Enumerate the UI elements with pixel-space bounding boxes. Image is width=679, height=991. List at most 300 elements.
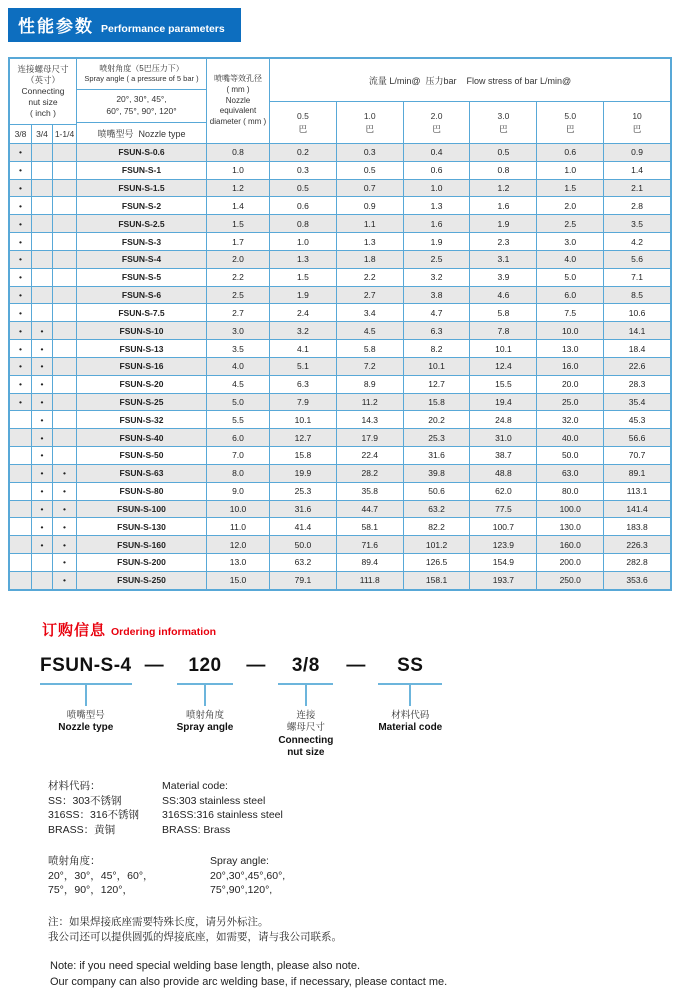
diameter-cell: 2.7 xyxy=(207,304,270,321)
table-row xyxy=(10,303,670,321)
code-part-label-en xyxy=(278,735,333,759)
flow-value-cell: 111.8 xyxy=(337,572,404,589)
flow-value-cell: 1.0 xyxy=(270,233,337,250)
diameter-cell: 1.2 xyxy=(207,180,270,197)
nut-size-dot-cell xyxy=(10,554,32,571)
nut-size-dot-cell: • xyxy=(32,411,53,428)
nozzle-model-cell: FSUN-S-32 xyxy=(77,411,207,428)
flow-value-cell: 0.9 xyxy=(631,147,643,158)
flow-value-cell: 18.4 xyxy=(628,343,646,354)
flow-value-cell: 160.0 xyxy=(537,536,604,553)
nut-size-dot-cell xyxy=(10,572,32,589)
nut-size-dot-cell: • xyxy=(32,483,53,500)
table-row xyxy=(10,535,670,553)
flow-value-cell: 7.5 xyxy=(537,304,604,321)
label-line: Material code xyxy=(378,722,443,734)
nut-size-dot-cell xyxy=(10,483,32,500)
flow-value-cell: 56.6 xyxy=(628,432,646,443)
flow-value-cell: 7.9 xyxy=(270,394,337,411)
spray-line: 20°，30°，45°，60°， xyxy=(48,869,154,882)
nut-size-dot-cell: • xyxy=(10,394,32,411)
flow-value-cell: 19.9 xyxy=(270,465,337,482)
material-line: Material code: xyxy=(162,780,228,793)
nut-size-dot-cell xyxy=(32,215,53,232)
flow-value-cell: 44.7 xyxy=(337,501,404,518)
nut-size-dot-cell: • xyxy=(10,376,32,393)
nut-size-dot-cell xyxy=(53,411,77,428)
material-code-zh xyxy=(48,779,162,837)
pressure-unit: 巴 xyxy=(365,123,374,134)
flow-value-cell: 82.2 xyxy=(404,518,471,535)
label-line: 喷射角度 xyxy=(185,709,224,721)
nut-size-dot-cell xyxy=(53,358,77,375)
flow-value-cell: 12.7 xyxy=(404,376,471,393)
flow-value-cell: 5.6 xyxy=(631,254,643,265)
table-row xyxy=(10,179,670,197)
flow-value-cell: 40.0 xyxy=(537,429,604,446)
code-part-label-zh xyxy=(391,710,429,723)
flow-value-cell: 0.5 xyxy=(270,180,337,197)
diameter-cell: 9.0 xyxy=(207,483,270,500)
pressure-column-header xyxy=(270,102,337,143)
nut-size-dot-cell: • xyxy=(10,358,32,375)
material-line: SS：303不锈钢 xyxy=(48,794,122,807)
performance-title-en: Performance parameters xyxy=(101,23,225,35)
flow-value-cell: 14.1 xyxy=(628,325,646,336)
table-row xyxy=(10,321,670,339)
nut-size-dot-cell: • xyxy=(32,429,53,446)
table-row xyxy=(10,286,670,304)
flow-value-cell: 4.6 xyxy=(470,287,537,304)
pressure-column-header xyxy=(604,102,670,143)
nozzle-model-cell: FSUN-S-40 xyxy=(77,429,207,446)
flow-value-cell: 28.3 xyxy=(628,379,646,390)
flow-value-cell: 14.3 xyxy=(337,411,404,428)
material-code-block xyxy=(48,779,679,837)
code-dash: — xyxy=(346,654,366,676)
nut-size-dot-cell: • xyxy=(10,162,32,179)
note-line: Our company can also provide arc welding base, if necessary, please contact me. xyxy=(50,976,448,989)
flow-value-cell: 3.4 xyxy=(337,304,404,321)
flow-value-cell: 0.9 xyxy=(337,197,404,214)
note-line: Note: if you need special welding base length, please also note. xyxy=(50,960,361,973)
table-row xyxy=(10,268,670,286)
flow-value-cell: 3.0 xyxy=(537,233,604,250)
header-equivalent-diameter xyxy=(207,59,270,143)
flow-value-cell: 113.1 xyxy=(626,486,648,497)
diameter-header-line: ( mm ) xyxy=(226,84,250,94)
flow-value-cell: 193.7 xyxy=(470,572,537,589)
flow-value-cell: 10.1 xyxy=(470,340,537,357)
flow-value-cell: 5.8 xyxy=(470,304,537,321)
nut-size-dot-cell: • xyxy=(53,501,77,518)
nut-size-dot-cell xyxy=(53,340,77,357)
nozzle-model-cell: FSUN-S-3 xyxy=(77,233,207,250)
code-part-label-en xyxy=(177,722,234,734)
flow-value-cell: 25.3 xyxy=(404,429,471,446)
flow-value-cell: 7.8 xyxy=(470,322,537,339)
connector-stem-line xyxy=(85,685,87,706)
flow-value-cell: 50.0 xyxy=(270,536,337,553)
flow-value-cell: 63.2 xyxy=(270,554,337,571)
header-nut-size-text xyxy=(10,59,76,124)
nozzle-model-cell: FSUN-S-16 xyxy=(77,358,207,375)
pressure-value: 5.0 xyxy=(564,111,577,122)
nut-size-dot-cell xyxy=(53,376,77,393)
flow-value-cell: 80.0 xyxy=(537,483,604,500)
nut-size-dot-cell xyxy=(53,197,77,214)
nut-size-line: nut size xyxy=(28,97,58,108)
flow-value-cell: 35.4 xyxy=(628,397,646,407)
flow-value-cell: 0.2 xyxy=(270,144,337,161)
flow-value-cell: 24.8 xyxy=(470,411,537,428)
flow-value-cell: 63.2 xyxy=(404,501,471,518)
code-dash: — xyxy=(144,654,164,676)
table-row xyxy=(10,232,670,250)
flow-value-cell: 20.0 xyxy=(537,376,604,393)
flow-value-cell: 20.2 xyxy=(404,411,471,428)
note-line: 注：如果焊接底座需要特殊长度，请另外标注。 xyxy=(48,915,269,928)
nozzle-model-cell: FSUN-S-25 xyxy=(77,394,207,411)
flow-value-cell: 1.6 xyxy=(404,215,471,232)
flow-value-cell: 158.1 xyxy=(404,572,471,589)
flow-value-cell: 2.5 xyxy=(404,251,471,268)
nut-size-line: （英寸） xyxy=(25,74,60,85)
spray-angle-title-zh: 喷射角度（5巴压力下） xyxy=(99,63,184,73)
flow-value-cell: 1.0 xyxy=(404,180,471,197)
flow-value-cell: 15.5 xyxy=(470,376,537,393)
flow-value-cell: 7.1 xyxy=(631,272,643,283)
nut-size-dot-cell: • xyxy=(53,465,77,482)
flow-value-cell: 250.0 xyxy=(537,572,604,589)
flow-value-cell: 0.8 xyxy=(270,215,337,232)
flow-value-cell: 25.0 xyxy=(537,394,604,411)
material-line: BRASS: Brass xyxy=(162,823,231,836)
flow-value-cell: 10.1 xyxy=(270,411,337,428)
nut-size-dot-cell xyxy=(32,197,53,214)
flow-value-cell: 0.4 xyxy=(404,144,471,161)
flow-value-cell: 35.8 xyxy=(337,483,404,500)
diameter-cell: 3.5 xyxy=(207,340,270,357)
label-line: 材料代码 xyxy=(391,709,430,721)
spray-line: 20°,30°,45°,60°, xyxy=(210,869,286,882)
table-row xyxy=(10,428,670,446)
table-row xyxy=(10,214,670,232)
flow-value-cell: 2.8 xyxy=(631,200,643,211)
ordering-code-text: 3/8 xyxy=(291,654,320,676)
nut-size-dot-cell xyxy=(32,572,53,589)
flow-value-cell: 2.2 xyxy=(337,269,404,286)
flow-value-cell: 4.0 xyxy=(537,251,604,268)
flow-value-cell: 3.2 xyxy=(404,269,471,286)
diameter-cell: 1.4 xyxy=(207,197,270,214)
nut-size-dot-cell xyxy=(53,144,77,161)
ordering-code-part xyxy=(278,656,333,760)
nut-size-dot-cell xyxy=(53,429,77,446)
nut-size-dot-cell: • xyxy=(10,233,32,250)
spray-angle-title-en: Spray angle ( a pressure of 5 bar ) xyxy=(84,74,199,84)
nut-size-dot-cell: • xyxy=(10,180,32,197)
diameter-header-line: diameter ( mm ) xyxy=(209,117,267,127)
flow-value-cell: 10.0 xyxy=(537,322,604,339)
flow-value-cell: 130.0 xyxy=(537,518,604,535)
nozzle-model-cell: FSUN-S-7.5 xyxy=(77,304,207,321)
nut-size-dot-cell: • xyxy=(10,144,32,161)
flow-value-cell: 39.8 xyxy=(404,465,471,482)
flow-value-cell: 15.8 xyxy=(270,447,337,464)
flow-value-cell: 3.2 xyxy=(270,322,337,339)
flow-value-cell: 70.7 xyxy=(628,450,646,461)
flow-value-cell: 1.0 xyxy=(537,162,604,179)
diameter-cell: 11.0 xyxy=(207,518,270,535)
flow-value-cell: 126.5 xyxy=(404,554,471,571)
pressure-column-header xyxy=(404,102,471,143)
table-row xyxy=(10,339,670,357)
diameter-cell: 4.5 xyxy=(207,376,270,393)
diameter-cell: 0.8 xyxy=(207,144,270,161)
table-row xyxy=(10,517,670,535)
nut-size-dot-cell xyxy=(10,465,32,482)
flow-value-cell: 12.4 xyxy=(470,358,537,375)
nozzle-model-cell: FSUN-S-6 xyxy=(77,287,207,304)
label-line: Nozzle type xyxy=(58,722,114,734)
table-row xyxy=(10,143,670,161)
diameter-cell: 15.0 xyxy=(207,572,270,589)
table-row xyxy=(10,410,670,428)
flow-value-cell: 1.9 xyxy=(270,287,337,304)
header-flow-title: 流量 L/min@ 压力bar Flow stress of bar L/min@ xyxy=(270,59,670,102)
flow-value-cell: 141.4 xyxy=(626,503,648,514)
table-row xyxy=(10,500,670,518)
nozzle-model-cell: FSUN-S-130 xyxy=(77,518,207,535)
flow-value-cell: 25.3 xyxy=(270,483,337,500)
flow-value-cell: 1.3 xyxy=(337,233,404,250)
flow-value-cell: 1.4 xyxy=(631,165,643,176)
flow-value-cell: 31.6 xyxy=(270,501,337,518)
nut-size-line: 连接螺母尺寸 xyxy=(17,63,69,74)
nut-size-dot-cell: • xyxy=(32,501,53,518)
nut-size-dot-cell xyxy=(53,304,77,321)
flow-value-cell: 79.1 xyxy=(270,572,337,589)
diameter-cell: 5.5 xyxy=(207,411,270,428)
nut-size-dot-cell xyxy=(53,180,77,197)
flow-value-cell: 1.5 xyxy=(537,180,604,197)
flow-value-cell: 2.7 xyxy=(337,287,404,304)
diameter-header-line: equivalent xyxy=(219,106,257,116)
nozzle-model-cell: FSUN-S-100 xyxy=(77,501,207,518)
diameter-cell: 1.5 xyxy=(207,215,270,232)
flow-value-cell: 7.2 xyxy=(337,358,404,375)
table-header xyxy=(10,59,670,143)
nozzle-model-cell: FSUN-S-1.5 xyxy=(77,180,207,197)
diameter-cell: 3.0 xyxy=(207,322,270,339)
nozzle-model-cell: FSUN-S-2.5 xyxy=(77,215,207,232)
flow-value-cell: 100.0 xyxy=(537,501,604,518)
diameter-cell: 12.0 xyxy=(207,536,270,553)
nut-size-dot-cell xyxy=(53,287,77,304)
flow-value-cell: 13.0 xyxy=(537,340,604,357)
diameter-cell: 6.0 xyxy=(207,429,270,446)
nozzle-model-cell: FSUN-S-0.6 xyxy=(77,144,207,161)
flow-value-cell: 0.6 xyxy=(404,162,471,179)
flow-value-cell: 11.2 xyxy=(337,394,404,411)
nut-size-dot-cell: • xyxy=(10,287,32,304)
nut-size-dot-cell xyxy=(10,501,32,518)
flow-value-cell: 2.4 xyxy=(270,304,337,321)
flow-value-cell: 0.3 xyxy=(270,162,337,179)
flow-value-cell: 8.9 xyxy=(337,376,404,393)
flow-value-cell: 200.0 xyxy=(537,554,604,571)
flow-value-cell: 4.1 xyxy=(270,340,337,357)
table-row xyxy=(10,357,670,375)
ordering-title-en: Ordering information xyxy=(111,625,217,638)
flow-value-cell: 41.4 xyxy=(270,518,337,535)
nut-size-dot-cell xyxy=(32,233,53,250)
flow-value-cell: 10.6 xyxy=(628,307,646,318)
ordering-code-part xyxy=(40,656,132,735)
flow-value-cell: 1.1 xyxy=(337,215,404,232)
nozzle-model-cell: FSUN-S-50 xyxy=(77,447,207,464)
pressure-value: 3.0 xyxy=(497,111,510,122)
flow-value-cell: 6.0 xyxy=(537,287,604,304)
material-line: 316SS:316 stainless steel xyxy=(162,809,283,822)
angle-list-line2: 60°, 75°, 90°, 120° xyxy=(106,106,177,116)
flow-value-cell: 0.7 xyxy=(337,180,404,197)
ordering-code-text: FSUN-S-4 xyxy=(40,654,132,676)
flow-value-cell: 63.0 xyxy=(537,465,604,482)
flow-value-cell: 6.3 xyxy=(404,322,471,339)
table-row xyxy=(10,250,670,268)
flow-value-cell: 183.8 xyxy=(626,521,648,532)
flow-value-cell: 22.4 xyxy=(337,447,404,464)
label-line: Connecting xyxy=(278,735,334,747)
nut-size-column-label: 3/8 xyxy=(10,125,32,143)
flow-value-cell: 12.7 xyxy=(270,429,337,446)
header-spray-angle-title xyxy=(77,59,206,90)
diameter-cell: 13.0 xyxy=(207,554,270,571)
pressure-unit: 巴 xyxy=(298,123,308,134)
nut-size-dot-cell xyxy=(32,180,53,197)
flow-value-cell: 3.5 xyxy=(631,218,643,229)
flow-value-cell: 48.8 xyxy=(470,465,537,482)
material-line: SS:303 stainless steel xyxy=(162,794,266,807)
flow-value-cell: 32.0 xyxy=(537,411,604,428)
angle-list-line1: 20°, 30°, 45°, xyxy=(116,94,167,105)
nut-size-dot-cell: • xyxy=(32,447,53,464)
flow-value-cell: 226.3 xyxy=(626,539,648,550)
ordering-code-part xyxy=(177,656,234,735)
flow-value-cell: 5.8 xyxy=(337,340,404,357)
flow-value-cell: 2.3 xyxy=(470,233,537,250)
diameter-header-line: Nozzle xyxy=(225,95,251,105)
flow-value-cell: 0.5 xyxy=(470,144,537,161)
flow-value-cell: 0.6 xyxy=(537,144,604,161)
nut-size-dot-cell xyxy=(32,304,53,321)
spray-angle-en xyxy=(210,854,285,897)
material-code-en xyxy=(162,779,283,837)
pressure-value: 10 xyxy=(632,111,642,122)
nut-size-dot-cell: • xyxy=(10,304,32,321)
table-row xyxy=(10,196,670,214)
nut-size-column-label: 1-1/4 xyxy=(54,129,75,139)
flow-value-cell: 22.6 xyxy=(628,361,646,372)
diameter-cell: 10.0 xyxy=(207,501,270,518)
code-part-label-zh xyxy=(287,710,325,736)
ordering-code-text: SS xyxy=(397,654,424,676)
header-nut-size-columns xyxy=(10,124,76,143)
ordering-code-text: 120 xyxy=(188,654,222,676)
flow-value-cell: 1.3 xyxy=(404,197,471,214)
nut-size-dot-cell xyxy=(53,394,77,411)
table-row xyxy=(10,375,670,393)
performance-section-title xyxy=(8,8,241,42)
nut-size-column-label: 3/4 xyxy=(32,125,53,143)
diameter-cell: 1.7 xyxy=(207,233,270,250)
connector-stem-line xyxy=(409,685,411,706)
pressure-unit: 巴 xyxy=(565,123,575,134)
nut-size-dot-cell xyxy=(32,287,53,304)
nut-size-dot-cell: • xyxy=(53,536,77,553)
nozzle-model-cell: FSUN-S-2 xyxy=(77,197,207,214)
flow-value-cell: 16.0 xyxy=(537,358,604,375)
spray-line: 75°，90°，120°， xyxy=(48,884,133,897)
label-line: nut size xyxy=(287,747,325,759)
table-row xyxy=(10,446,670,464)
flow-value-cell: 123.9 xyxy=(470,536,537,553)
nut-size-dot-cell: • xyxy=(10,251,32,268)
pressure-unit: 巴 xyxy=(632,123,642,134)
label-line: Spray angle xyxy=(176,722,234,734)
nut-size-dot-cell: • xyxy=(32,465,53,482)
nut-size-dot-cell xyxy=(32,162,53,179)
flow-value-cell: 1.9 xyxy=(470,215,537,232)
nut-size-dot-cell: • xyxy=(32,358,53,375)
diameter-cell: 2.0 xyxy=(207,251,270,268)
nut-size-dot-cell xyxy=(32,554,53,571)
nut-size-dot-cell xyxy=(53,322,77,339)
flow-value-cell: 1.6 xyxy=(470,197,537,214)
table-row xyxy=(10,464,670,482)
flow-value-cell: 0.8 xyxy=(470,162,537,179)
flow-value-cell: 1.2 xyxy=(470,180,537,197)
flow-value-cell: 1.9 xyxy=(404,233,471,250)
header-flow-group xyxy=(270,59,670,143)
flow-value-cell: 5.0 xyxy=(537,269,604,286)
nut-size-dot-cell xyxy=(10,447,32,464)
flow-value-cell: 101.2 xyxy=(404,536,471,553)
flow-value-cell: 4.2 xyxy=(631,236,643,247)
nut-size-dot-cell xyxy=(32,251,53,268)
label-line: 螺母尺寸 xyxy=(286,722,325,734)
diameter-cell: 2.2 xyxy=(207,269,270,286)
nut-size-dot-cell: • xyxy=(10,340,32,357)
diameter-cell: 1.0 xyxy=(207,162,270,179)
flow-value-cell: 77.5 xyxy=(470,501,537,518)
table-row xyxy=(10,571,670,589)
flow-value-cell: 353.6 xyxy=(626,575,648,586)
flow-value-cell: 50.6 xyxy=(404,483,471,500)
material-line: 316SS：316不锈钢 xyxy=(48,809,140,822)
nozzle-model-cell: FSUN-S-1 xyxy=(77,162,207,179)
header-nozzle-group xyxy=(77,59,207,143)
nut-size-dot-cell: • xyxy=(10,269,32,286)
flow-value-cell: 5.1 xyxy=(270,358,337,375)
nut-size-dot-cell xyxy=(10,429,32,446)
flow-value-cell: 1.5 xyxy=(270,269,337,286)
label-line: 喷嘴型号 xyxy=(66,709,105,721)
spray-angle-block xyxy=(48,854,679,897)
nozzle-model-cell: FSUN-S-20 xyxy=(77,376,207,393)
